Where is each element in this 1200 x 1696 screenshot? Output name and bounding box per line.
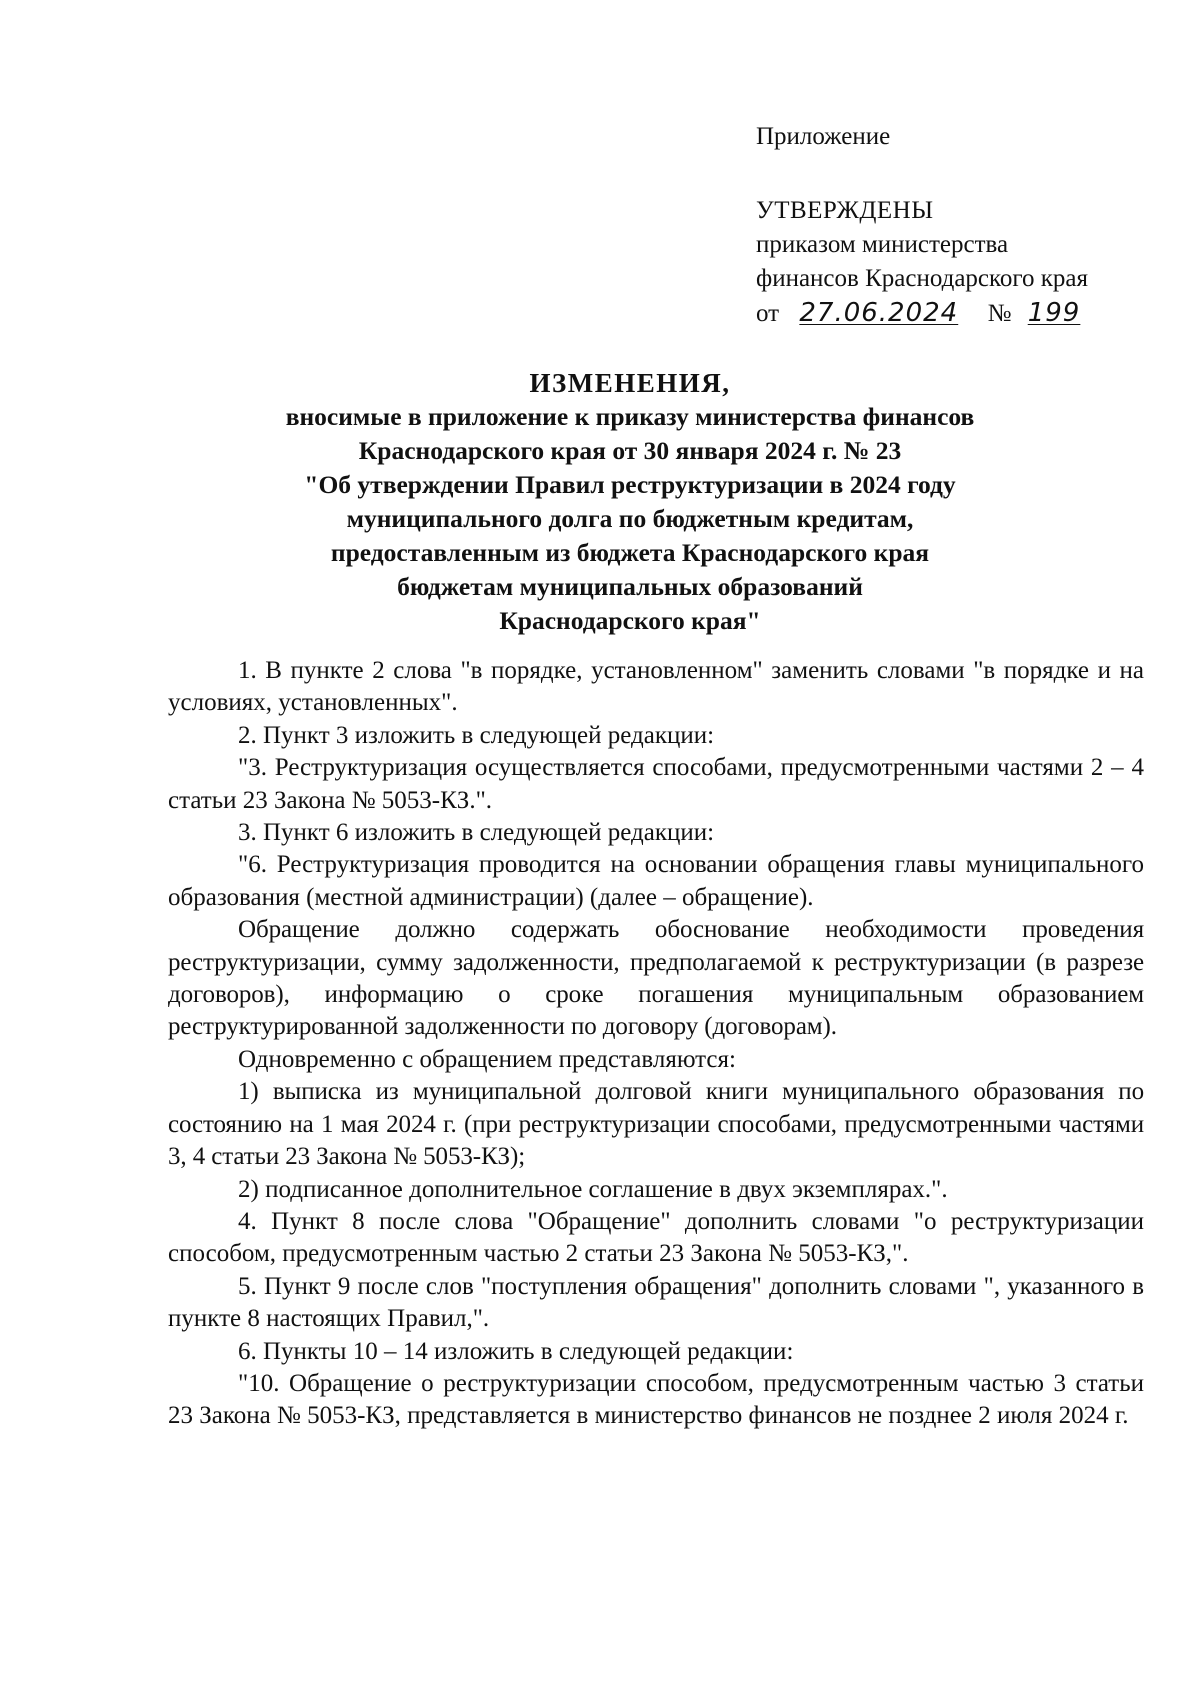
approval-line-2: финансов Краснодарского края bbox=[756, 265, 1089, 292]
approved-label: УТВЕРЖДЕНЫ bbox=[756, 197, 934, 224]
heading-line: бюджетам муниципальных образований bbox=[397, 572, 863, 601]
approval-block bbox=[756, 120, 1156, 331]
paragraph: Одновременно с обращением представляются: bbox=[238, 1045, 736, 1073]
paragraph: 2. Пункт 3 изложить в следующей редакции: bbox=[238, 721, 715, 749]
heading-line: вносимые в приложение к приказу министерства финансов bbox=[285, 402, 975, 431]
paragraph: 1. В пункте 2 слова "в порядке, установленном" заменить словами "в порядке и на условиях, установленных". bbox=[168, 657, 1144, 717]
paragraph: 2) подписанное дополнительное соглашение в двух экземплярах.". bbox=[238, 1175, 948, 1203]
order-number: 199 bbox=[1027, 298, 1081, 328]
paragraph: 1) выписка из муниципальной долговой книги муниципального образования по состоянию на 1 мая 2024 г. (при реструктуризации способами, предусмотренными частями 3, 4 статьи 23 Закона № 5053-КЗ); bbox=[168, 1078, 1144, 1171]
paragraph: 6. Пункты 10 – 14 изложить в следующей редакции: bbox=[238, 1337, 794, 1365]
document-heading bbox=[170, 366, 1090, 638]
heading-line: "Об утверждении Правил реструктуризации в 2024 году bbox=[304, 470, 956, 499]
order-date: 27.06.2024 bbox=[799, 298, 959, 328]
appendix-label: Приложение bbox=[756, 123, 891, 150]
from-label: от bbox=[756, 300, 780, 327]
paragraph: "3. Реструктуризация осуществляется способами, предусмотренными частями 2 – 4 статьи 23 Закона № 5053-КЗ.". bbox=[168, 754, 1144, 814]
number-label: № bbox=[987, 300, 1012, 327]
approval-line-1: приказом министерства bbox=[756, 231, 1009, 258]
paragraph: 4. Пункт 8 после слова "Обращение" дополнить словами "о реструктуризации способом, предусмотренным частью 2 статьи 23 Закона № 5053-КЗ,". bbox=[168, 1207, 1144, 1268]
heading-line: Краснодарского края от 30 января 2024 г. № 23 bbox=[358, 436, 902, 465]
document-body bbox=[168, 655, 1144, 1433]
heading-line: Краснодарского края" bbox=[499, 606, 761, 635]
heading-title: ИЗМЕНЕНИЯ, bbox=[529, 368, 731, 398]
paragraph: 5. Пункт 9 после слов "поступления обращения" дополнить словами ", указанного в пункте 8 настоящих Правил,". bbox=[168, 1272, 1144, 1333]
heading-line: муниципального долга по бюджетным кредитам, bbox=[346, 504, 914, 533]
paragraph: "6. Реструктуризация проводится на основании обращения главы муниципального образования (местной администрации) (далее – обращение). bbox=[168, 851, 1144, 911]
paragraph: Обращение должно содержать обоснование необходимости проведения реструктуризации, сумму задолженности, предполагаемой к реструктуризации (в разрезе договоров), информацию о сроке погашения муниципальным образованием реструктурированной задолженности по договору (договорам). bbox=[168, 916, 1144, 1041]
heading-line: предоставленным из бюджета Краснодарского края bbox=[330, 538, 930, 567]
paragraph: "10. Обращение о реструктуризации способом, предусмотренным частью 3 статьи 23 Закона № 5053-КЗ, представляется в министерство финансов не позднее 2 июля 2024 г. bbox=[168, 1369, 1144, 1430]
paragraph: 3. Пункт 6 изложить в следующей редакции: bbox=[238, 819, 715, 847]
order-line bbox=[756, 296, 1156, 331]
